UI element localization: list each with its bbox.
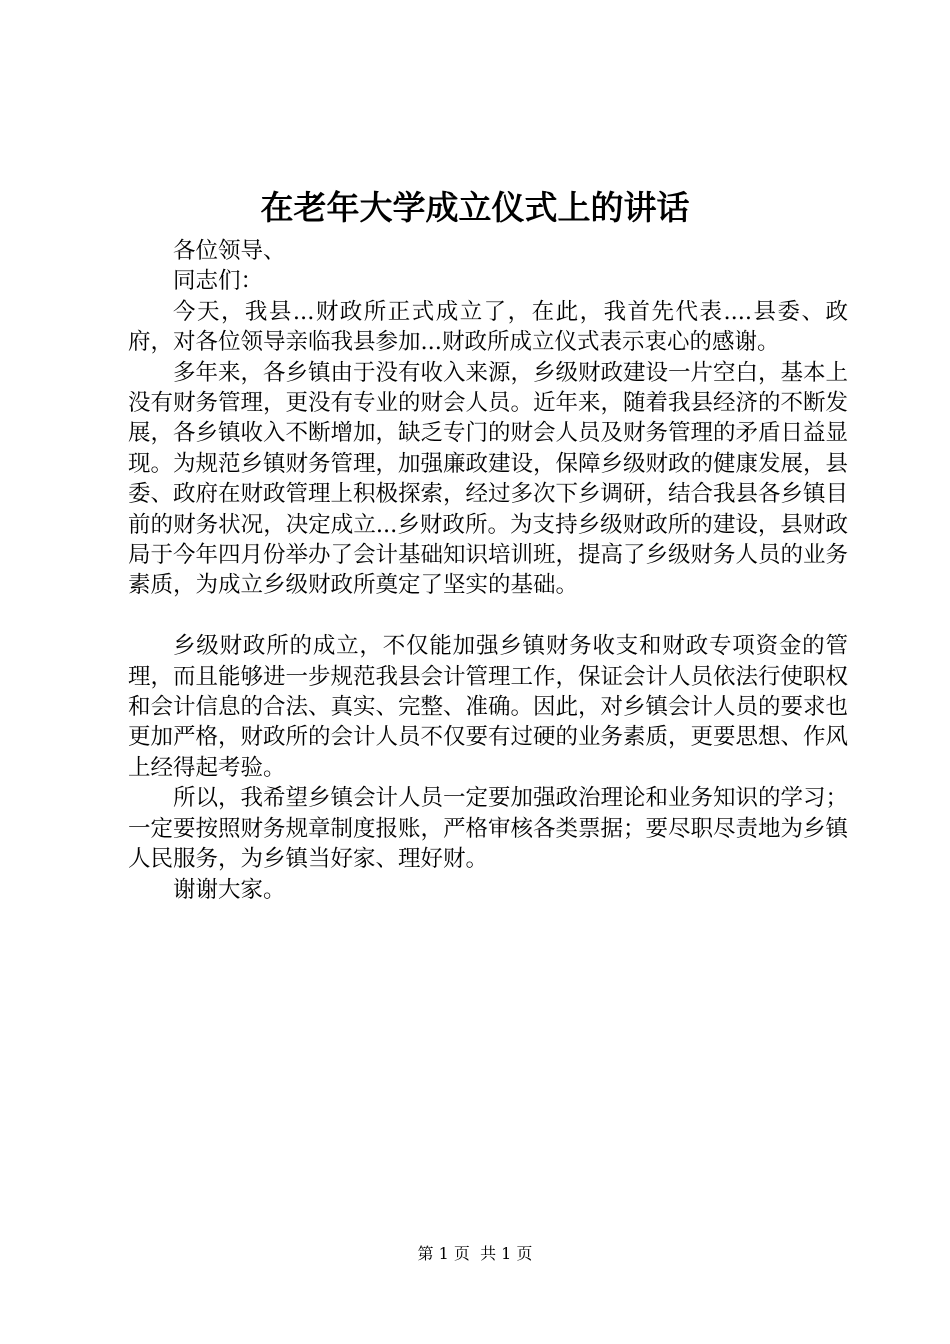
paragraph-significance: 乡级财政所的成立，不仅能加强乡镇财务收支和财政专项资金的管理，而且能够进一步规范我县会计管理工作，保证会计人员依法行使职权和会计信息的合法、真实、完整、准确。因此，对乡镇会计人员的要求也更加严格，财政所的会计人员不仅要有过硬的业务素质，更要思想、作风上经得起考验。 xyxy=(128,633,849,781)
paragraph-background: 多年来，各乡镇由于没有收入来源，乡级财政建设一片空白，基本上没有财务管理，更没有专业的财会人员。近年来，随着我县经济的不断发展，各乡镇收入不断增加，缺乏专门的财会人员及财务管理的矛盾日益显现。为规范乡镇财务管理，加强廉政建设，保障乡级财政的健康发展，县委、政府在财政管理上积极探索，经过多次下乡调研，结合我县各乡镇目前的财务状况，决定成立...乡财政所。为支持乡级财政所的建设，县财政局于今年四月份举办了会计基础知识培训班，提高了乡级财务人员的业务素质，为成立乡级财政所奠定了坚实的基础。 xyxy=(128,359,849,599)
paragraph-opening: 今天，我县...财政所正式成立了，在此，我首先代表....县委、政府，对各位领导亲临我县参加...财政所成立仪式表示衷心的感谢。 xyxy=(128,298,848,356)
closing-line: 谢谢大家。 xyxy=(173,876,286,903)
salutation-line-1: 各位领导、 xyxy=(173,238,286,264)
paragraph-expectations: 所以，我希望乡镇会计人员一定要加强政治理论和业务知识的学习；一定要按照财务规章制度报账，严格审核各类票据；要尽职尽责地为乡镇人民服务，为乡镇当好家、理好财。 xyxy=(128,785,849,873)
paragraph-spacer xyxy=(128,601,848,631)
salutation-line-2: 同志们： xyxy=(173,268,264,295)
document-title: 在老年大学成立仪式上的讲话 xyxy=(260,188,690,227)
page-number-footer: 第 1 页 共 1 页 xyxy=(417,1244,533,1263)
document-body xyxy=(128,236,848,905)
